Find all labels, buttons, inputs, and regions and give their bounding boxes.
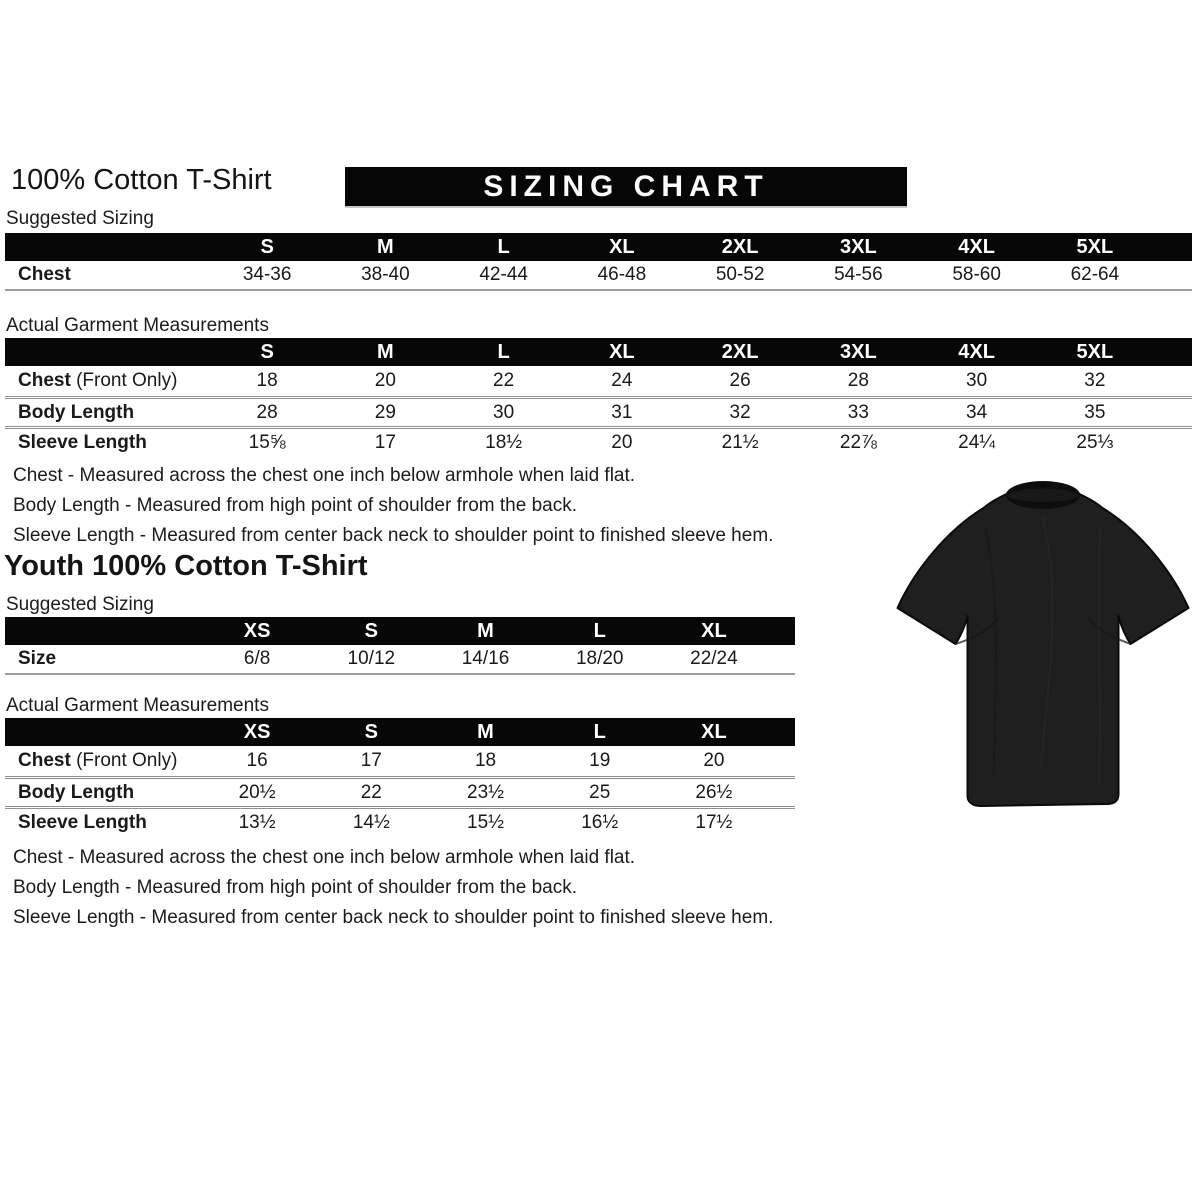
size-column-header: L [593,720,606,743]
size-column-header: 2XL [721,235,759,258]
cell: 23½ [467,781,504,803]
page-title: 100% Cotton T-Shirt [11,164,272,196]
row-label: Body Length [18,781,135,803]
cell: 29 [374,401,396,423]
cell: 6/8 [243,648,271,669]
cell: 20 [611,431,633,453]
note-chest: Chest - Measured across the chest one inch below armhole when laid flat. [13,847,636,868]
note-body-length: Body Length - Measured from high point of shoulder from the back. [13,495,577,516]
table-row-size [5,645,795,675]
cell: 50-52 [715,264,765,285]
size-column-header: 2XL [721,340,759,363]
size-column-header: 5XL [1076,235,1114,258]
cell: 31 [611,401,633,423]
cell: 15⅝ [248,431,286,453]
size-column-header: XL [701,619,727,642]
row-label: Sleeve Length [18,811,147,833]
size-column-header: 3XL [840,340,877,363]
cell: 26½ [695,781,733,803]
size-column-header: M [377,235,394,258]
cell: 22 [360,781,382,803]
youth-suggested-sizing-table [5,617,795,675]
cell: 38-40 [361,264,410,285]
cell: 18/20 [575,648,624,669]
cell: 25⅓ [1076,431,1114,453]
cell: 20½ [238,781,276,803]
youth-actual-measurements-label: Actual Garment Measurements [6,695,269,716]
size-column-header: XL [609,340,635,363]
cell: 46-48 [597,264,647,285]
sizing-chart-banner-text: SIZING CHART [483,169,769,203]
row-label: Chest (Front Only) [18,750,178,771]
note-chest: Chest - Measured across the chest one inch below armhole when laid flat. [13,465,636,486]
row-label: Size [18,648,57,669]
cell: 18 [256,370,278,391]
size-column-header: XS [243,720,271,743]
youth-actual-measurements-table [5,718,795,836]
cell: 62-64 [1070,264,1120,285]
size-column-header: M [477,619,494,642]
cell: 42-44 [479,264,528,285]
table-header-row [5,617,795,645]
table-header-row [5,718,795,746]
cell: 33 [847,401,869,423]
table-row-body-length [5,776,795,806]
adult-actual-measurements-label: Actual Garment Measurements [6,315,269,336]
table-header-row [5,233,1192,261]
cell: 32 [729,401,751,423]
cell: 58-60 [952,264,1001,285]
cell: 17 [360,750,382,771]
adult-measurement-notes [13,461,773,551]
cell: 18½ [485,431,523,453]
size-column-header: S [260,235,274,258]
row-label: Sleeve Length [18,431,147,453]
adult-suggested-sizing-table [5,233,1192,291]
size-column-header: XL [701,720,727,743]
cell: 20 [374,370,396,391]
row-label: Chest [18,264,71,285]
table-row-sleeve-length [5,426,1192,456]
table-row-chest [5,261,1192,291]
size-column-header: 4XL [958,340,995,363]
cell: 22/24 [690,648,738,669]
note-sleeve-length: Sleeve Length - Measured from center back neck to shoulder point to finished sleeve hem. [13,907,774,928]
adult-suggested-sizing-label: Suggested Sizing [6,208,154,229]
cell: 32 [1084,370,1106,391]
cell: 30 [493,401,515,423]
size-column-header: XS [243,619,271,642]
cell: 35 [1084,401,1106,423]
cell: 16½ [581,811,619,833]
size-column-header: 3XL [840,235,877,258]
size-column-header: M [477,720,494,743]
row-label: Chest (Front Only) [18,370,178,391]
size-column-header: S [364,619,378,642]
cell: 54-56 [834,264,883,285]
table-row-chest-front-only [5,746,795,776]
size-column-header: 5XL [1076,340,1114,363]
size-column-header: 4XL [958,235,995,258]
youth-measurement-notes [13,843,773,933]
note-sleeve-length: Sleeve Length - Measured from center back neck to shoulder point to finished sleeve hem. [13,525,774,546]
cell: 25 [589,781,611,803]
cell: 18 [474,750,497,771]
cell: 26 [729,370,751,391]
cell: 13½ [238,811,276,833]
cell: 17 [374,431,396,453]
cell: 22 [493,370,515,391]
row-label: Body Length [18,401,135,423]
note-body-length: Body Length - Measured from high point of shoulder from the back. [13,877,577,898]
cell: 14/16 [461,648,510,669]
size-column-header: XL [609,235,635,258]
table-header-row [5,338,1192,366]
cell: 28 [256,401,278,423]
table-row-chest-front-only [5,366,1192,396]
youth-section-title: Youth 100% Cotton T-Shirt [4,550,368,582]
cell: 21½ [721,431,759,453]
size-column-header: L [497,340,510,363]
cell: 28 [847,370,869,391]
size-column-header: L [497,235,510,258]
cell: 30 [966,370,988,391]
cell: 10/12 [347,648,396,669]
sizing-chart-banner [345,167,907,206]
cell: 17½ [695,811,733,833]
cell: 24 [611,370,633,391]
cell: 19 [589,750,611,771]
cell: 24¼ [958,431,996,453]
size-column-header: L [593,619,606,642]
size-column-header: S [260,340,274,363]
cell: 16 [246,750,268,771]
adult-actual-measurements-table [5,338,1192,456]
cell: 15½ [467,811,504,833]
cell: 20 [703,750,725,771]
tshirt-image [890,468,1196,820]
cell: 22⅞ [839,431,877,453]
size-column-header: M [377,340,394,363]
size-column-header: S [364,720,378,743]
cell: 14½ [352,811,390,833]
cell: 34 [966,401,988,423]
table-row-body-length [5,396,1192,426]
youth-suggested-sizing-label: Suggested Sizing [6,594,154,615]
cell: 34-36 [242,264,292,285]
table-row-sleeve-length [5,806,795,836]
